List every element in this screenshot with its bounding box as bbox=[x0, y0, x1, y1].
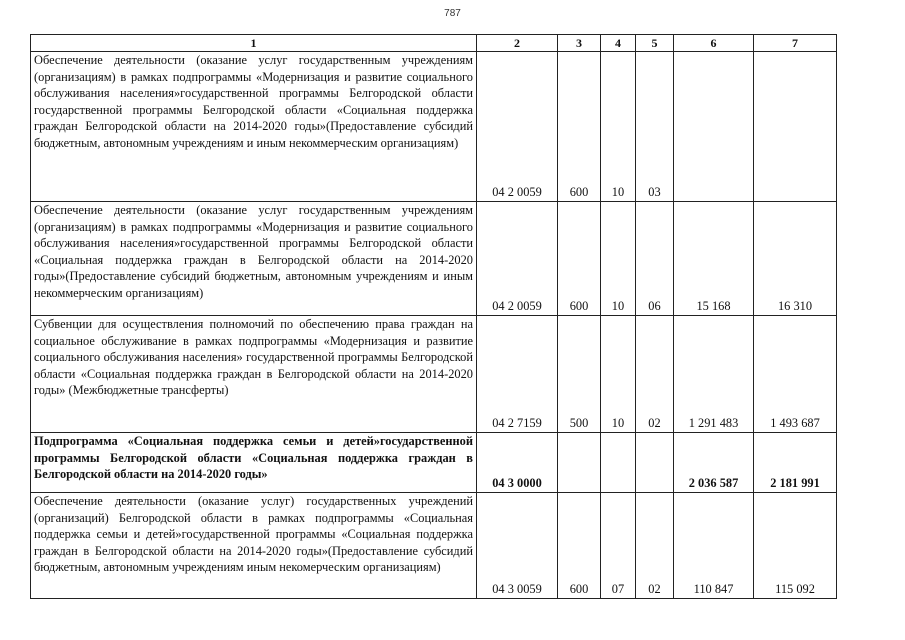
row-description: Обеспечение деятельности (оказание услуг государственным учреждениям (организациям) в рамках подпрограммы «Модернизация и развитие социального обслуживания населения»государственной программы Белгородской области «Социальная поддержка граждан в Белгородской области на 2014-2020 годы»(Предоставление субсидий бюджетным, автономным учреждениям и иным некоммерческим организациям) bbox=[31, 202, 477, 316]
row-code: 04 2 0059 bbox=[477, 202, 558, 316]
row-amount-6: 2 036 587 bbox=[674, 433, 754, 493]
row-code: 04 2 7159 bbox=[477, 316, 558, 433]
column-header-4: 4 bbox=[601, 35, 636, 52]
column-header-7: 7 bbox=[754, 35, 837, 52]
row-type: 600 bbox=[558, 202, 601, 316]
row-code: 04 3 0059 bbox=[477, 493, 558, 599]
row-amount-6: 15 168 bbox=[674, 202, 754, 316]
column-header-3: 3 bbox=[558, 35, 601, 52]
row-section: 10 bbox=[601, 316, 636, 433]
page-number: 787 bbox=[444, 8, 461, 19]
row-type: 600 bbox=[558, 493, 601, 599]
row-amount-7: 2 181 991 bbox=[754, 433, 837, 493]
column-header-5: 5 bbox=[636, 35, 674, 52]
row-type: 600 bbox=[558, 52, 601, 202]
row-subsection: 02 bbox=[636, 493, 674, 599]
row-code: 04 2 0059 bbox=[477, 52, 558, 202]
column-header-6: 6 bbox=[674, 35, 754, 52]
column-header-2: 2 bbox=[477, 35, 558, 52]
row-description: Субвенции для осуществления полномочий по обеспечению права граждан на социальное обслуживание в рамках подпрограммы «Модернизация и развитие социального обслуживания населения» государственной программы Белгородской области «Социальная поддержка граждан в Белгородской области на 2014-2020 годы» (Межбюджетные трансферты) bbox=[31, 316, 477, 433]
table-row bbox=[31, 52, 837, 202]
row-section bbox=[601, 433, 636, 493]
row-code: 04 3 0000 bbox=[477, 433, 558, 493]
row-subsection bbox=[636, 433, 674, 493]
row-subsection: 03 bbox=[636, 52, 674, 202]
row-description: Обеспечение деятельности (оказание услуг государственным учреждениям (организациям) в рамках подпрограммы «Модернизация и развитие социального обслуживания населения»государственной программы Белгородской области государственной программы Белгородской области «Социальная поддержка граждан Белгородской области на 2014-2020 годы»(Предоставление субсидий бюджетным, автономным учреждениям и иным некоммерческим организациям) bbox=[31, 52, 477, 202]
row-subsection: 02 bbox=[636, 316, 674, 433]
table-row bbox=[31, 493, 837, 599]
row-amount-6 bbox=[674, 52, 754, 202]
budget-table bbox=[30, 34, 837, 599]
row-section: 07 bbox=[601, 493, 636, 599]
header-row bbox=[31, 35, 837, 52]
row-amount-7: 1 493 687 bbox=[754, 316, 837, 433]
row-section: 10 bbox=[601, 52, 636, 202]
row-type bbox=[558, 433, 601, 493]
row-amount-6: 110 847 bbox=[674, 493, 754, 599]
row-amount-6: 1 291 483 bbox=[674, 316, 754, 433]
table-row-subprogram bbox=[31, 433, 837, 493]
row-type: 500 bbox=[558, 316, 601, 433]
column-header-1: 1 bbox=[31, 35, 477, 52]
row-description: Подпрограмма «Социальная поддержка семьи и детей»государственной программы Белгородской области «Социальная поддержка граждан в Белгородской области на 2014-2020 годы» bbox=[31, 433, 477, 493]
row-description: Обеспечение деятельности (оказание услуг) государственных учреждений (организаций) Белгородской области в рамках подпрограммы «Социальная поддержка семьи и детей»государственной программы «Социальная поддержка граждан в Белгородской области на 2014-2020 годы»(Предоставление субсидий бюджетным, автономным учреждениям иным некомерческим организациям) bbox=[31, 493, 477, 599]
row-section: 10 bbox=[601, 202, 636, 316]
table-row bbox=[31, 316, 837, 433]
row-amount-7: 115 092 bbox=[754, 493, 837, 599]
row-amount-7 bbox=[754, 52, 837, 202]
row-amount-7: 16 310 bbox=[754, 202, 837, 316]
table-row bbox=[31, 202, 837, 316]
row-subsection: 06 bbox=[636, 202, 674, 316]
